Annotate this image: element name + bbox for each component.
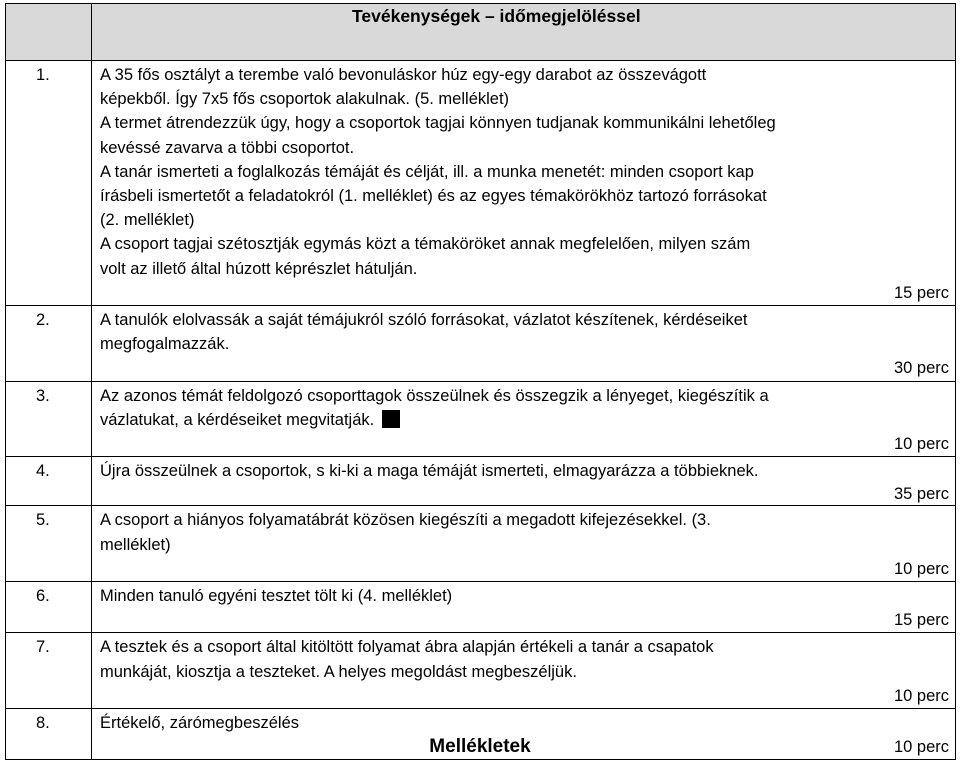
activity-row <box>6 506 956 582</box>
activity-duration: 15 perc <box>893 283 949 302</box>
activities-table <box>5 3 956 760</box>
activity-line: kevéssé zavarva a többi csoportot. <box>100 138 355 157</box>
activity-number: 1. <box>6 61 92 306</box>
activity-duration: 15 perc <box>893 611 949 630</box>
activity-number: 8. <box>6 709 92 760</box>
activity-line: (2. melléklet) <box>100 211 195 230</box>
activity-line: Minden tanuló egyéni tesztet tölt ki (4. melléklet) <box>100 587 453 606</box>
activity-text <box>92 306 956 382</box>
activity-duration: 30 perc <box>893 359 949 378</box>
activity-line: képekből. Így 7x5 fős csoportok alakulnak. (5. melléklet) <box>100 90 510 109</box>
activity-row <box>6 61 956 306</box>
activity-text <box>92 457 956 506</box>
activity-text <box>92 582 956 633</box>
activity-line: A csoport a hiányos folyamatábrát közösen kiegészíti a megadott kifejezésekkel. (3. <box>100 511 711 530</box>
activity-row <box>6 582 956 633</box>
activity-duration: 10 perc <box>893 435 949 454</box>
activity-line: volt az illető által húzott képrészlet hátulján. <box>100 259 418 278</box>
activity-number: 6. <box>6 582 92 633</box>
activity-line: Újra összeülnek a csoportok, s ki-ki a maga témáját ismerteti, elmagyarázza a többieknek. <box>100 462 759 481</box>
activity-line: A tanulók elolvassák a saját témájukról szóló forrásokat, vázlatot készítenek, kérdéseiket <box>100 311 748 330</box>
activity-duration: 10 perc <box>893 559 949 578</box>
activity-line: munkáját, kiosztja a teszteket. A helyes megoldást megbeszéljük. <box>100 662 577 681</box>
activity-line: Értékelő, zárómegbeszélés <box>100 714 300 733</box>
table-title: Tevékenységek – időmegjelöléssel <box>352 6 641 26</box>
activity-duration: 10 perc <box>893 686 949 705</box>
activity-number: 4. <box>6 457 92 506</box>
activity-row <box>6 306 956 382</box>
activity-line: Az azonos témát feldolgozó csoporttagok összeülnek és összegzik a lényeget, kiegészítik a <box>100 386 769 405</box>
appendices-heading: Mellékletek <box>429 736 531 757</box>
activity-line: A tesztek és a csoport által kitöltött folyamat ábra alapján értékeli a tanár a csapatok <box>100 638 714 657</box>
black-square-icon <box>382 410 400 428</box>
activity-line: megfogalmazzák. <box>100 335 230 354</box>
activity-duration: 35 perc <box>893 485 949 504</box>
activity-line: A csoport tagjai szétosztják egymás közt a témaköröket annak megfelelően, milyen szám <box>100 235 751 254</box>
table-header-row <box>6 4 956 61</box>
activity-line: A tanár ismerteti a foglalkozás témáját és célját, ill. a munka menetét: minden csoport kap <box>100 162 754 181</box>
activity-duration: 10 perc <box>893 738 949 757</box>
activity-line: melléklet) <box>100 535 171 554</box>
activity-number: 7. <box>6 633 92 709</box>
activity-text <box>92 381 956 457</box>
activity-line-with-mark <box>100 408 949 432</box>
activity-text <box>92 633 956 709</box>
activity-line: vázlatukat, a kérdéseiket megvitatják. <box>100 410 375 429</box>
table-title-cell <box>92 4 956 61</box>
activity-text <box>92 61 956 306</box>
activity-line: írásbeli ismertetőt a feladatokról (1. melléklet) és az egyes témakörökhöz tartozó forrásokat <box>100 187 767 206</box>
activity-row <box>6 381 956 457</box>
activity-number: 2. <box>6 306 92 382</box>
activity-row <box>6 633 956 709</box>
activity-number: 3. <box>6 381 92 457</box>
activity-line: A termet átrendezzük úgy, hogy a csoportok tagjai könnyen tudjanak kommunikálni lehetőleg <box>100 114 776 133</box>
activity-number: 5. <box>6 506 92 582</box>
header-left-cell <box>6 4 92 61</box>
activity-text <box>92 506 956 582</box>
activity-line: A 35 fős osztályt a terembe való bevonuláskor húz egy-egy darabot az összevágott <box>100 66 707 84</box>
activity-row <box>6 457 956 506</box>
